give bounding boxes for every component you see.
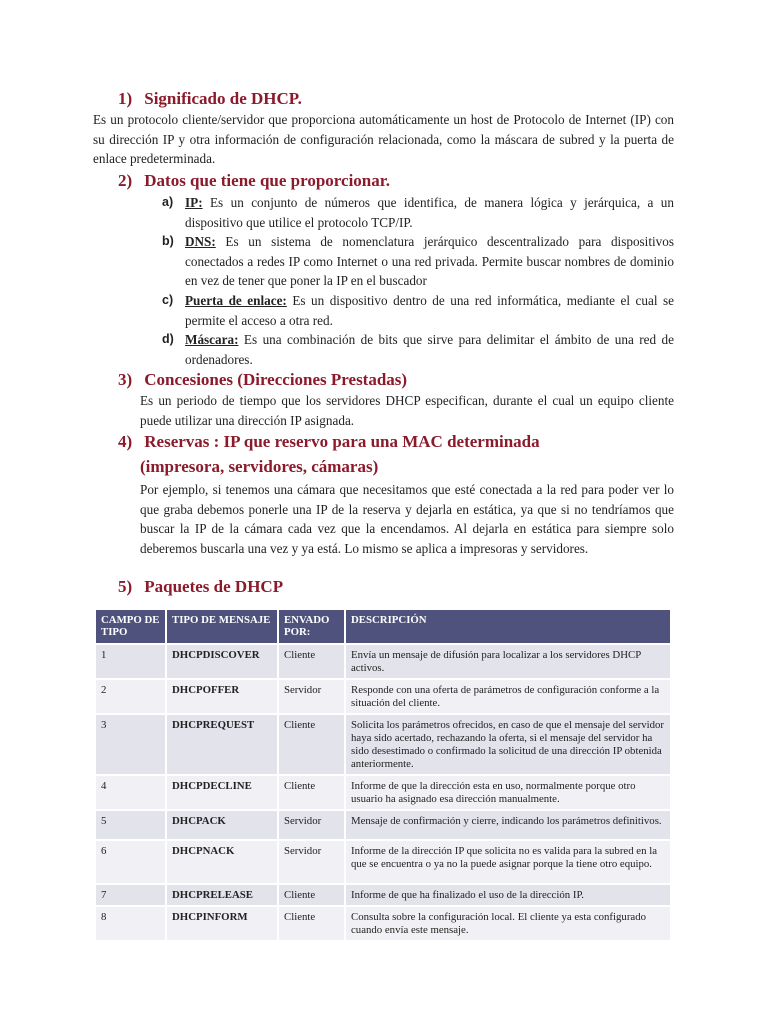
cell-descripcion: Mensaje de confirmación y cierre, indicando los parámetros definitivos. — [345, 810, 670, 840]
list-item-letter: a) — [162, 195, 174, 209]
section-heading-4 — [118, 432, 540, 452]
cell-campo: 4 — [96, 775, 166, 810]
cell-tipo: DHCPDECLINE — [166, 775, 278, 810]
table-row — [96, 775, 670, 810]
cell-descripcion: Envía un mensaje de difusión para localizar a los servidores DHCP activos. — [345, 644, 670, 679]
cell-enviado: Servidor — [278, 810, 345, 840]
column-header-tipo: TIPO DE MENSAJE — [166, 610, 278, 644]
cell-enviado: Cliente — [278, 644, 345, 679]
list-item-letter: d) — [162, 332, 174, 346]
table-row — [96, 906, 670, 940]
cell-descripcion: Informe de la dirección IP que solicita no es valida para la subred en la que se encuentra o ya no la puede asignar porque la tiene otro equipo. — [345, 840, 670, 884]
list-item-mask — [185, 330, 674, 369]
table-row — [96, 644, 670, 679]
section-number: 2) — [118, 171, 133, 190]
list-item-text: Es un conjunto de números que identifica, de manera lógica y jerárquica, a un dispositivo que utilice el protocolo TCP/IP. — [185, 195, 674, 230]
cell-enviado: Servidor — [278, 679, 345, 714]
list-item-ip — [185, 193, 674, 232]
table-row — [96, 810, 670, 840]
table-row — [96, 884, 670, 906]
cell-enviado: Cliente — [278, 906, 345, 940]
cell-campo: 1 — [96, 644, 166, 679]
cell-tipo: DHCPACK — [166, 810, 278, 840]
cell-descripcion: Informe de que ha finalizado el uso de la dirección IP. — [345, 884, 670, 906]
list-item-term: Puerta de enlace: — [185, 293, 287, 308]
column-header-campo: CAMPO DE TIPO — [96, 610, 166, 644]
cell-tipo: DHCPNACK — [166, 840, 278, 884]
list-item-term: Máscara: — [185, 332, 239, 347]
list-item-term: IP: — [185, 195, 203, 210]
cell-descripcion: Consulta sobre la configuración local. El cliente ya esta configurado cuando envía este mensaje. — [345, 906, 670, 940]
cell-campo: 5 — [96, 810, 166, 840]
section-title: Concesiones (Direcciones Prestadas) — [144, 370, 408, 389]
cell-enviado: Cliente — [278, 884, 345, 906]
list-item-letter: c) — [162, 293, 174, 307]
cell-tipo: DHCPRELEASE — [166, 884, 278, 906]
section-number: 4) — [118, 432, 133, 451]
cell-campo: 3 — [96, 714, 166, 775]
section-paragraph-3: Es un periodo de tiempo que los servidores DHCP especifican, durante el cual un equipo cliente puede utilizar una dirección IP asignada. — [140, 393, 674, 428]
section-title: Significado de DHCP. — [144, 89, 302, 108]
table-row — [96, 714, 670, 775]
list-item-letter: b) — [162, 234, 174, 248]
section-number: 3) — [118, 370, 133, 389]
section-paragraph-4: Por ejemplo, si tenemos una cámara que necesitamos que esté conectada a la red para poder ver lo que graba debemos ponerle una IP de la reserva y dejarla en estática, ya que si no tendríamos que buscar la IP de la cámara cada vez que la encendamos. Al dejarla en estática para siempre solo deberemos buscarla una vez y ya está. Lo mismo se aplica a impresoras y servidores. — [140, 482, 674, 556]
cell-tipo: DHCPINFORM — [166, 906, 278, 940]
section-paragraph-1: Es un protocolo cliente/servidor que proporciona automáticamente un host de Protocolo de Internet (IP) con su dirección IP y otra información de configuración relacionada, como la máscara de subred y la puerta de enlace predeterminada. — [93, 112, 674, 166]
list-item-text: Es un sistema de nomenclatura jerárquico descentralizado para dispositivos conectados a redes IP como Internet o una red privada. Permite buscar nombres de dominio en vez de tener que poner la IP en el buscador — [185, 234, 674, 288]
dhcp-packets-table — [96, 610, 670, 940]
cell-campo: 2 — [96, 679, 166, 714]
section-title: Datos que tiene que proporcionar. — [144, 171, 390, 190]
cell-tipo: DHCPDISCOVER — [166, 644, 278, 679]
section-heading-2 — [118, 171, 390, 191]
cell-descripcion: Responde con una oferta de parámetros de configuración conforme a la situación del cliente. — [345, 679, 670, 714]
cell-descripcion: Informe de que la dirección esta en uso, normalmente porque otro usuario ha asignado esa dirección manualmente. — [345, 775, 670, 810]
cell-campo: 6 — [96, 840, 166, 884]
cell-campo: 8 — [96, 906, 166, 940]
list-item-dns — [185, 232, 674, 291]
section-number: 5) — [118, 577, 133, 596]
list-item-gateway — [185, 291, 674, 330]
table-row — [96, 679, 670, 714]
list-item-text: Es una combinación de bits que sirve para delimitar el ámbito de una red de ordenadores. — [185, 332, 674, 367]
cell-enviado: Cliente — [278, 714, 345, 775]
section-title: Reservas : IP que reservo para una MAC determinada — [144, 432, 540, 451]
table-header-row — [96, 610, 670, 644]
list-item-term: DNS: — [185, 234, 216, 249]
cell-enviado: Servidor — [278, 840, 345, 884]
cell-tipo: DHCPREQUEST — [166, 714, 278, 775]
cell-descripcion: Solicita los parámetros ofrecidos, en caso de que el mensaje del servidor haya sido acertado, rechazando la oferta, si el mensaje del servidor ha sido desestimado o confirmado la solicitud de una dirección IP obtenida anteriormente. — [345, 714, 670, 775]
section-heading-4-line2: (impresora, servidores, cámaras) — [140, 457, 379, 476]
cell-campo: 7 — [96, 884, 166, 906]
table-row — [96, 840, 670, 884]
cell-enviado: Cliente — [278, 775, 345, 810]
cell-tipo: DHCPOFFER — [166, 679, 278, 714]
section-heading-3 — [118, 370, 407, 390]
section-heading-5 — [118, 577, 283, 597]
section-title: Paquetes de DHCP — [144, 577, 284, 596]
list-item-text: Es un dispositivo dentro de una red informática, mediante el cual se permite el acceso a otra red. — [185, 293, 675, 328]
column-header-enviado: ENVADO POR: — [278, 610, 345, 644]
section-heading-1 — [118, 89, 302, 109]
section-number: 1) — [118, 89, 133, 108]
column-header-descripcion: DESCRIPCIÓN — [345, 610, 670, 644]
